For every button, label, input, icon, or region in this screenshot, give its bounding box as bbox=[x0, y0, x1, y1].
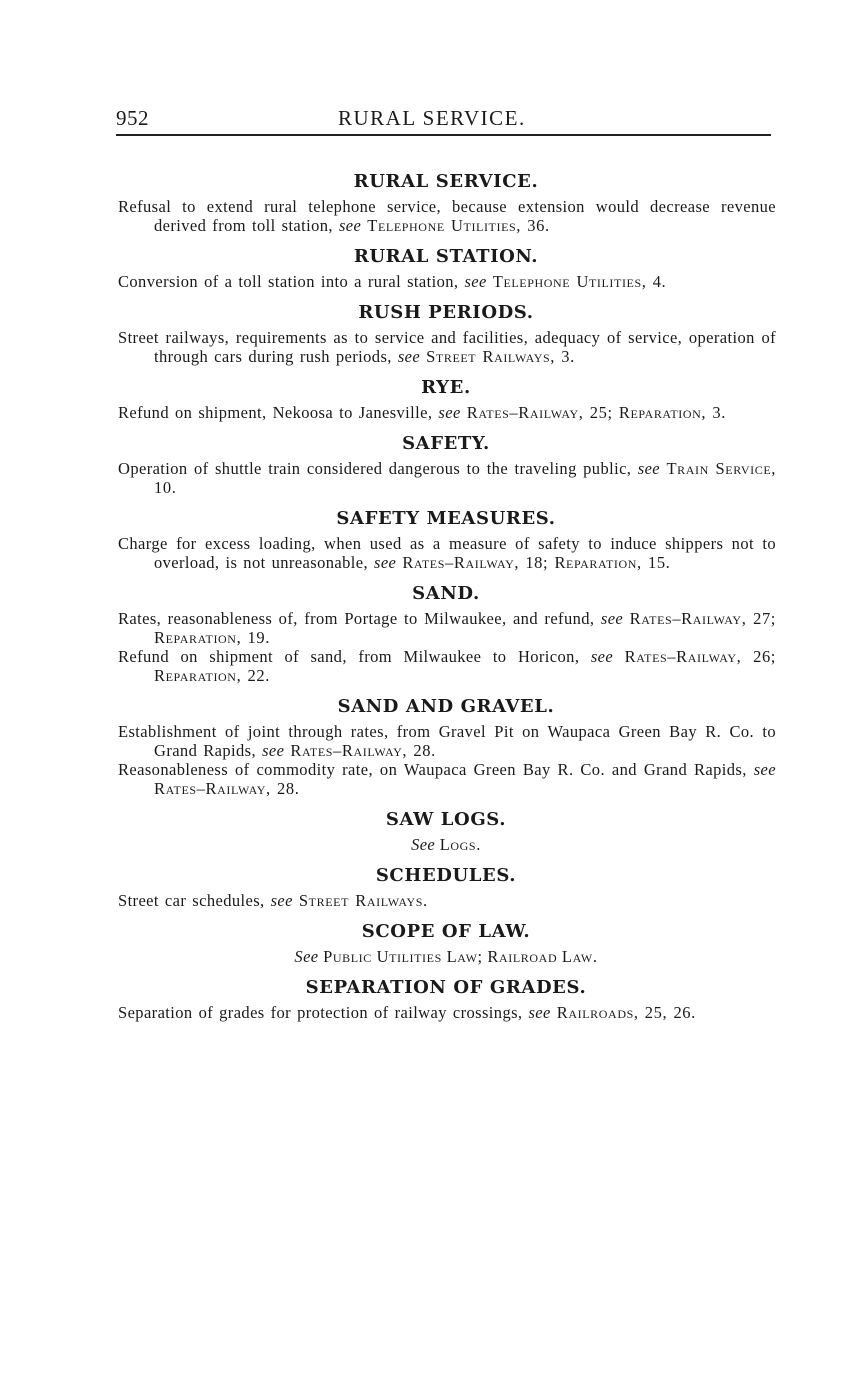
index-entry: Charge for excess loading, when used as a measure of safety to induce shippers not to overload, is not unreasonable, see Rates–Railway, 18; Reparation, 15. bbox=[118, 534, 776, 572]
index-section bbox=[116, 432, 776, 497]
index-section bbox=[116, 864, 776, 910]
section-heading: RURAL SERVICE. bbox=[353, 171, 539, 192]
cross-reference: Logs. bbox=[439, 835, 481, 854]
section-heading: SAND AND GRAVEL. bbox=[337, 696, 555, 717]
cross-reference: Rates–Railway, 25; Reparation, 3. bbox=[466, 403, 726, 422]
cross-reference: Telephone Utilities, 36. bbox=[367, 216, 550, 235]
index-section bbox=[116, 582, 776, 685]
index-entry: Street car schedules, see Street Railways. bbox=[118, 891, 428, 910]
index-section bbox=[116, 301, 776, 366]
index-entry: Refund on shipment of sand, from Milwaukee to Horicon, see Rates–Railway, 26; Reparation, 22. bbox=[118, 647, 776, 685]
cross-reference: Rates–Railway, 26; Reparation, 22. bbox=[154, 647, 776, 685]
cross-reference: Rates–Railway, 18; Reparation, 15. bbox=[402, 553, 671, 572]
index-entry: Refusal to extend rural telephone service, because extension would decrease revenue derived from toll station, see Telephone Utilities, 36. bbox=[118, 197, 776, 235]
section-heading: RYE. bbox=[421, 377, 471, 398]
cross-reference: Public Utilities Law; Railroad Law. bbox=[323, 947, 598, 966]
page-number: 952 bbox=[116, 106, 149, 130]
running-head: RURAL SERVICE. bbox=[338, 106, 526, 130]
page-header bbox=[116, 104, 771, 136]
index-entry: Street railways, requirements as to service and facilities, adequacy of service, operation of through cars during rush periods, see Street Railways, 3. bbox=[118, 328, 776, 366]
section-heading: RURAL STATION. bbox=[353, 246, 539, 267]
index-section bbox=[116, 376, 776, 422]
index-entry: Conversion of a toll station into a rural station, see Telephone Utilities, 4. bbox=[118, 272, 667, 291]
index-content bbox=[116, 170, 776, 1032]
section-heading: SAND. bbox=[412, 583, 480, 604]
cross-reference: Railroads, 25, 26. bbox=[556, 1003, 696, 1022]
section-heading: SCHEDULES. bbox=[375, 865, 517, 886]
index-entry: Separation of grades for protection of railway crossings, see Railroads, 25, 26. bbox=[118, 1003, 696, 1022]
index-section bbox=[116, 170, 776, 235]
index-entry: Refund on shipment, Nekoosa to Janesville, see Rates–Railway, 25; Reparation, 3. bbox=[118, 403, 726, 422]
section-heading: SAW LOGS. bbox=[385, 809, 507, 830]
index-section bbox=[116, 695, 776, 798]
cross-reference: Rates–Railway, 28. bbox=[290, 741, 436, 760]
section-heading: SAFETY. bbox=[402, 433, 490, 454]
index-entry: Reasonableness of commodity rate, on Waupaca Green Bay R. Co. and Grand Rapids, see Rates–Railway, 28. bbox=[118, 760, 776, 798]
see-reference: See Logs. bbox=[411, 835, 481, 854]
cross-reference: Street Railways, 3. bbox=[426, 347, 575, 366]
index-section bbox=[116, 808, 776, 854]
index-section bbox=[116, 507, 776, 572]
index-section bbox=[116, 920, 776, 966]
index-entry: Rates, reasonableness of, from Portage to Milwaukee, and refund, see Rates–Railway, 27; Reparation, 19. bbox=[118, 609, 776, 647]
index-entry: Establishment of joint through rates, from Gravel Pit on Waupaca Green Bay R. Co. to Grand Rapids, see Rates–Railway, 28. bbox=[118, 722, 776, 760]
section-heading: SAFETY MEASURES. bbox=[336, 508, 556, 529]
cross-reference: Train Service, 10. bbox=[154, 459, 776, 497]
cross-reference: Rates–Railway, 27; Reparation, 19. bbox=[154, 609, 776, 647]
see-reference: See Public Utilities Law; Railroad Law. bbox=[294, 947, 598, 966]
section-heading: RUSH PERIODS. bbox=[358, 302, 534, 323]
section-heading: SEPARATION OF GRADES. bbox=[305, 977, 587, 998]
cross-reference: Rates–Railway, 28. bbox=[154, 779, 300, 798]
section-heading: SCOPE OF LAW. bbox=[361, 921, 531, 942]
index-entry: Operation of shuttle train considered dangerous to the traveling public, see Train Service, 10. bbox=[118, 459, 776, 497]
index-section bbox=[116, 245, 776, 291]
cross-reference: Telephone Utilities, 4. bbox=[492, 272, 667, 291]
cross-reference: Street Railways. bbox=[298, 891, 428, 910]
index-section bbox=[116, 976, 776, 1022]
